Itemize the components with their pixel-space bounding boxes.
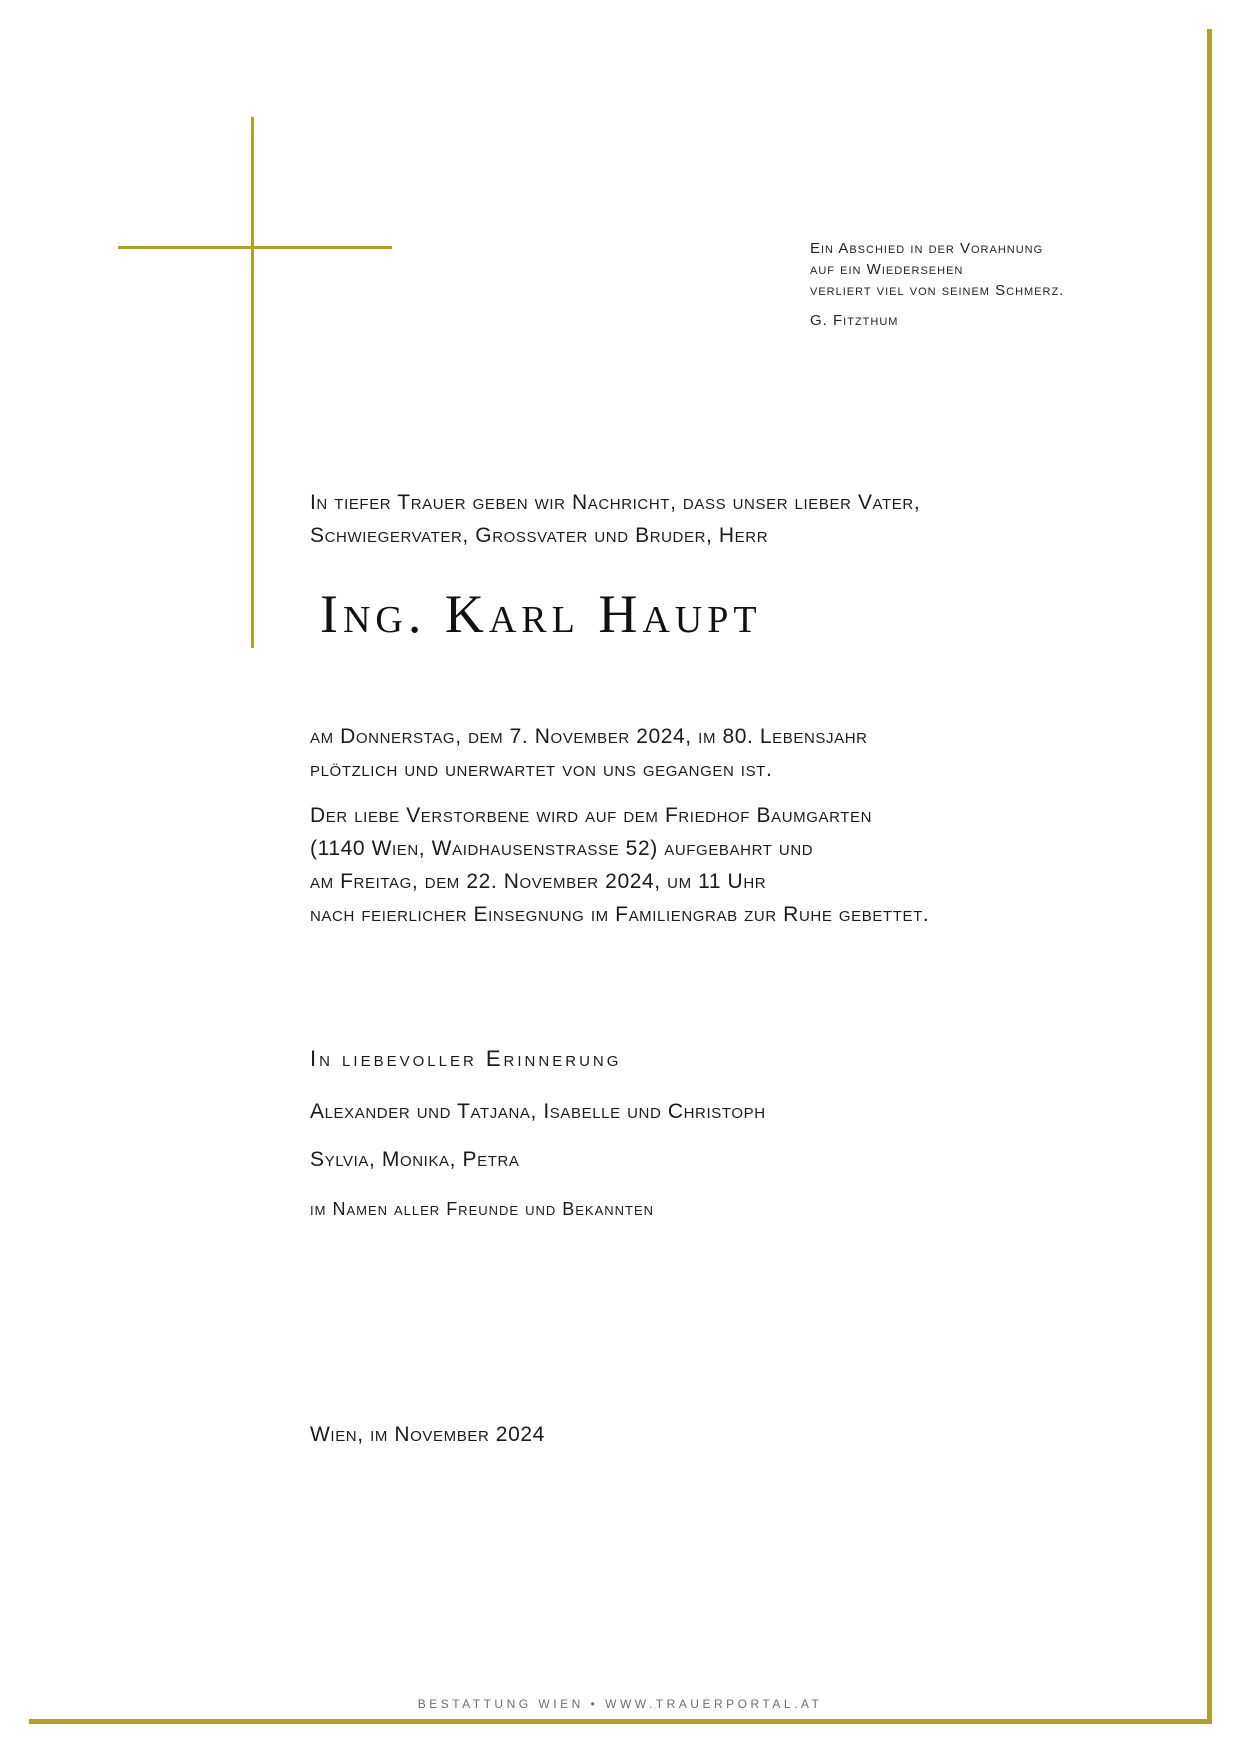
memorial-cross-icon [251,117,254,648]
mourners-line: Alexander und Tatjana, Isabelle und Christoph [310,1100,766,1123]
burial-info-line: (1140 Wien, Waidhausenstrasse 52) aufgebahrt und [310,837,814,860]
burial-info-line: am Freitag, dem 22. November 2024, um 11 Uhr [310,870,767,893]
intro-line: In tiefer Trauer geben wir Nachricht, dass unser lieber Vater, [310,491,921,514]
quote-line: verliert viel von seinem Schmerz. [810,282,1065,299]
burial-info-line: Der liebe Verstorbene wird auf dem Friedhof Baumgarten [310,804,873,827]
condolence-quote [810,238,1170,331]
burial-info [310,799,1050,931]
death-info-line: plötzlich und unerwartet von uns gegangen ist. [310,758,773,781]
death-info [310,720,1050,786]
death-info-line: am Donnerstag, dem 7. November 2024, im 80. Lebensjahr [310,725,868,748]
quote-line: auf ein Wiedersehen [810,261,964,278]
page-border-bottom [29,1719,1212,1724]
page-border-right [1207,29,1212,1724]
deceased-name: Ing. Karl Haupt [320,584,762,644]
intro-line: Schwiegervater, Grossvater und Bruder, Herr [310,524,769,547]
notice-intro [310,486,1050,552]
footer-branding: BESTATTUNG WIEN • WWW.TRAUERPORTAL.AT [417,1697,823,1711]
mourners-line: Sylvia, Monika, Petra [310,1148,520,1171]
memorial-cross-icon [118,246,392,249]
remembrance-heading: In liebevoller Erinnerung [310,1046,622,1071]
quote-attribution: G. Fitzthum [810,312,899,329]
mourners-note: im Namen aller Freunde und Bekannten [310,1199,655,1219]
burial-info-line: nach feierlicher Einsegnung im Familiengrab zur Ruhe gebettet. [310,903,930,926]
place-date: Wien, im November 2024 [310,1423,545,1446]
quote-line: Ein Abschied in der Vorahnung [810,240,1044,257]
